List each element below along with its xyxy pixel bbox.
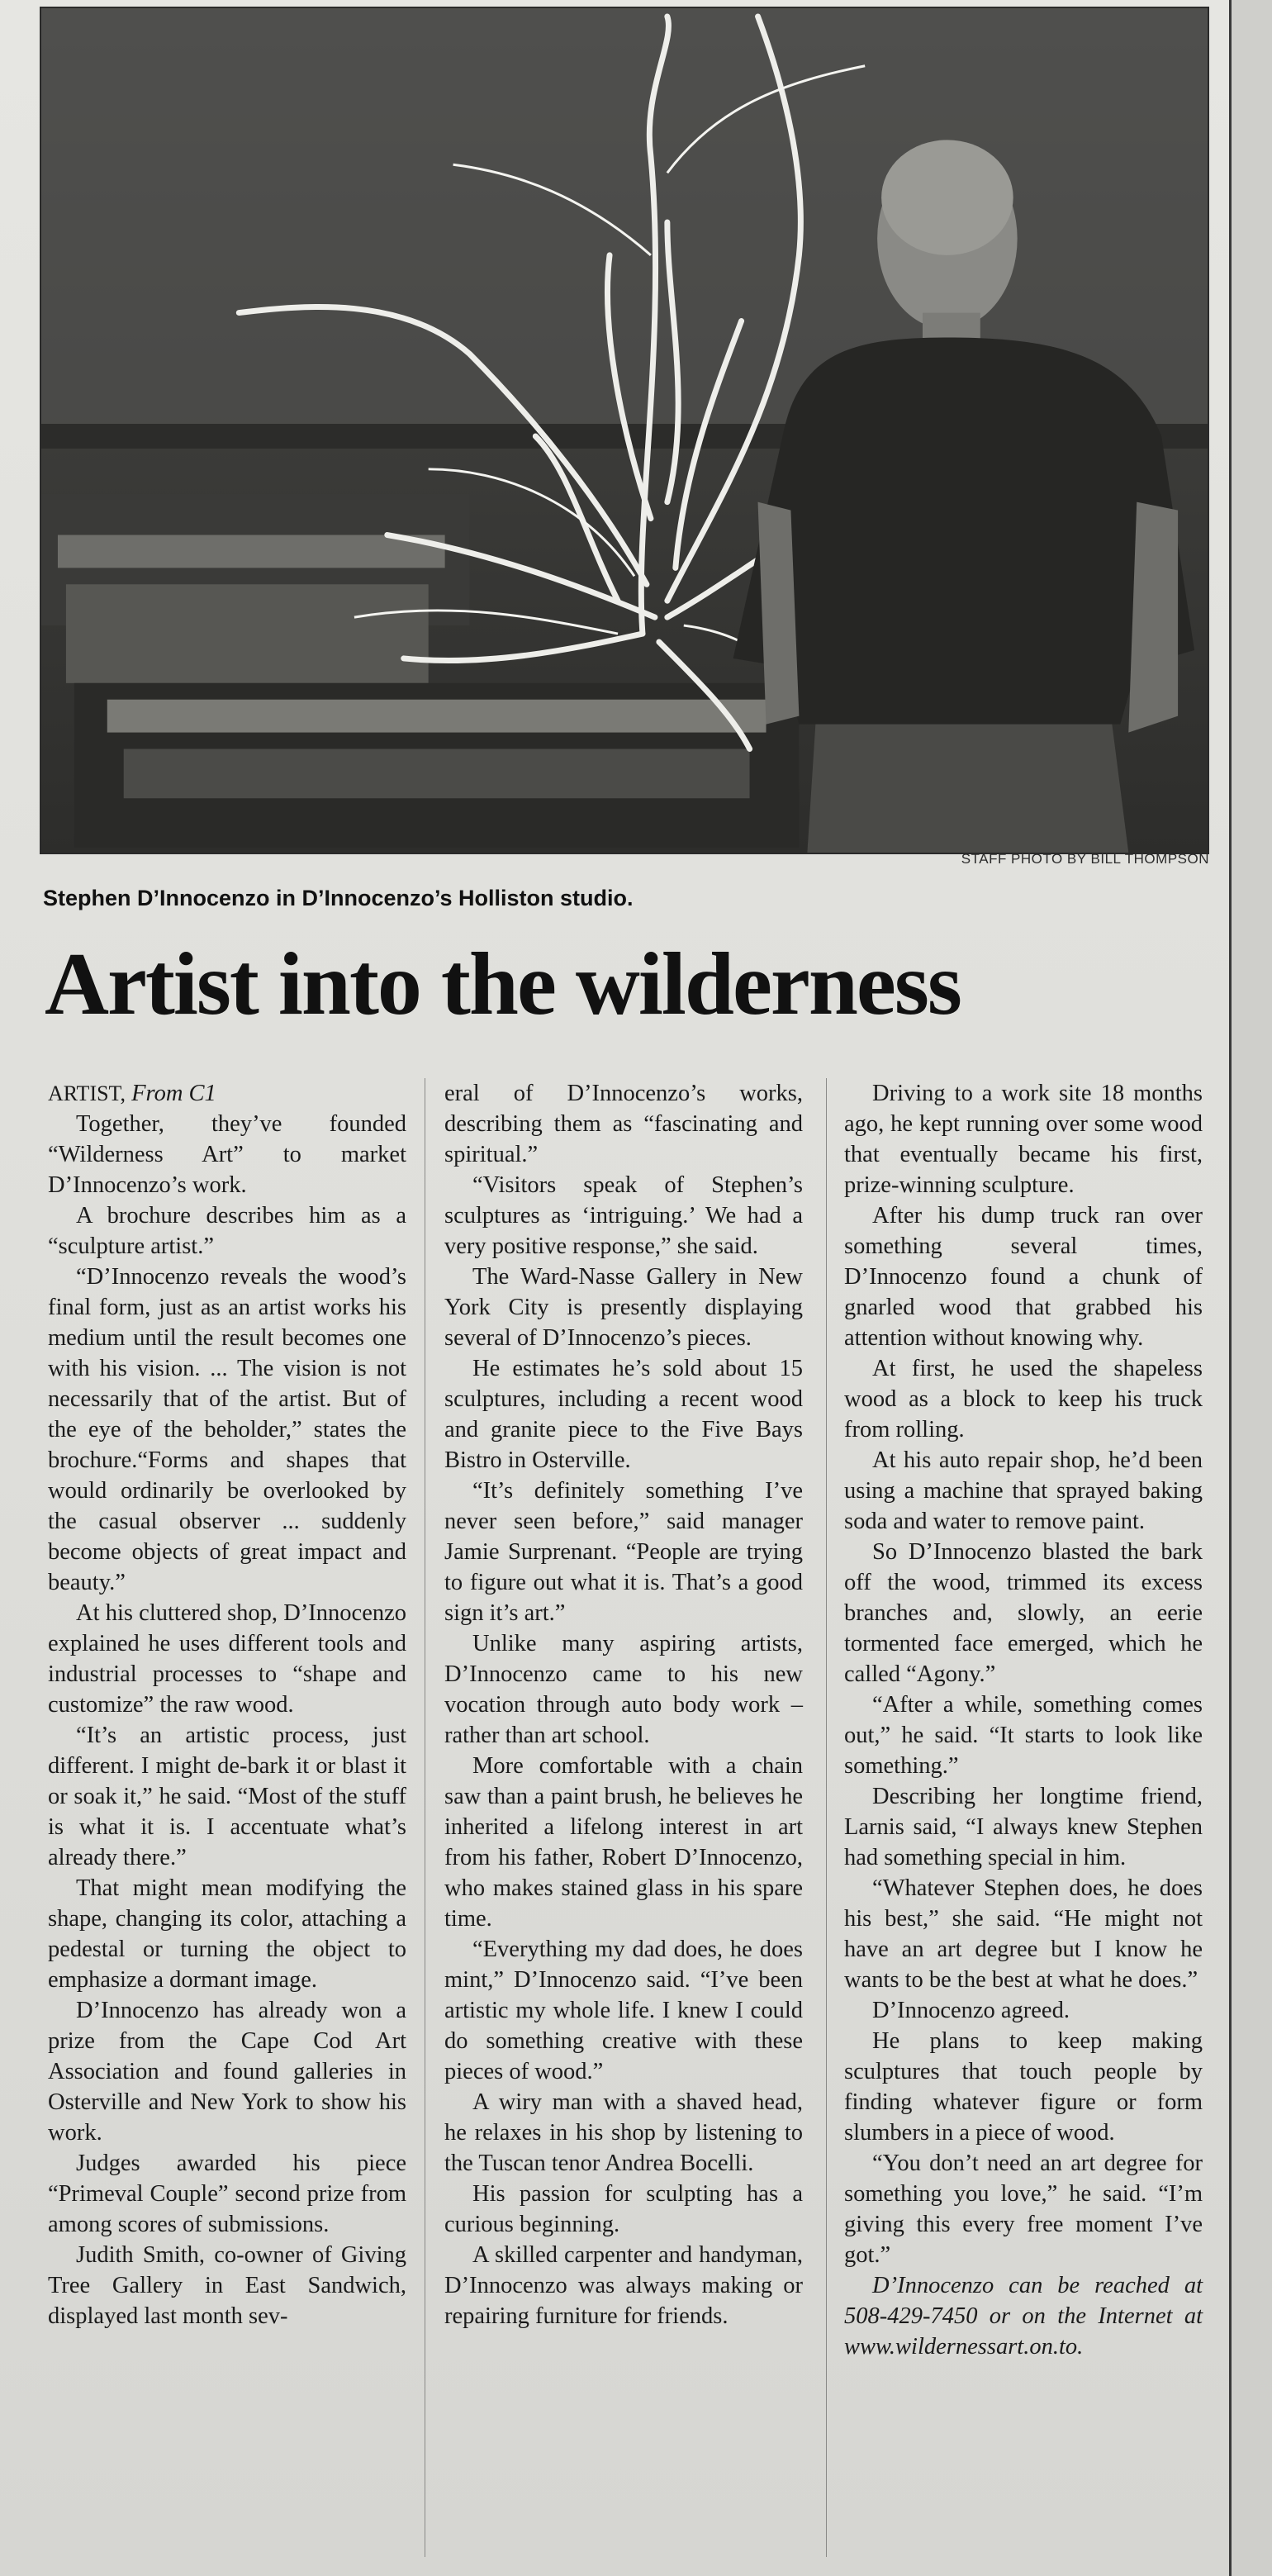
page-margin [1232,0,1272,2576]
article-column-1 [48,1078,406,2565]
photo-caption: Stephen D’Innocenzo in D’Innocenzo’s Holliston studio. [43,886,634,910]
contact-tagline: D’Innocenzo can be reached at 508-429-7450 or on the Internet at www.wildernessart.on.to. [844,2273,1203,2360]
paragraph: At first, he used the shapeless wood as a block to keep his truck from rolling. [844,1356,1203,1442]
paragraph: “It’s an artistic process, just different. I might de-bark it or blast it or soak it,” he said. “Most of the stuff is what it is. I accentuate what’s already there.” [48,1723,406,1870]
paragraph: “You don’t need an art degree for something you love,” he said. “I’m giving this every free moment I’ve got.” [844,2151,1203,2268]
photo-credit: STAFF PHOTO BY BILL THOMPSON [961,851,1209,867]
paragraph: Describing her longtime friend, Larnis said, “I always knew Stephen had something special in him. [844,1784,1203,1870]
paragraph: “Visitors speak of Stephen’s sculptures as ‘intriguing.’ We had a very positive response,” she said. [444,1172,803,1259]
paragraph: D’Innocenzo agreed. [872,1998,1070,2023]
paragraph: “It’s definitely something I’ve never seen before,” said manager Jamie Surprenant. “People are trying to figure out what it is. That’s a good sign it’s art.” [444,1478,803,1626]
paragraph: So D’Innocenzo blasted the bark off the wood, trimmed its excess branches and, slowly, an eerie tormented face emerged, which he called “Agony.” [844,1539,1203,1687]
paragraph: At his auto repair shop, he’d been using a machine that sprayed baking soda and water to remove paint. [844,1447,1203,1534]
paragraph: Driving to a work site 18 months ago, he kept running over some wood that eventually became his first, prize-winning sculpture. [844,1081,1203,1198]
paragraph: “Everything my dad does, he does mint,” D’Innocenzo said. “I’ve been artistic my whole life. I knew I could do something creative with these pieces of wood.” [444,1937,803,2084]
paragraph: Judges awarded his piece “Primeval Couple” second prize from among scores of submissions. [48,2151,406,2237]
article-column-2 [444,1078,803,2565]
column-rule [826,1078,827,2557]
paragraph: A brochure describes him as a “sculpture artist.” [48,1203,406,1259]
jump-reference: From C1 [131,1081,216,1106]
headline: Artist into the wilderness [45,935,961,1034]
paragraph: “Whatever Stephen does, he does his best,” she said. “He might not have an art degree but I know he wants to be the best at what he does.” [844,1875,1203,1993]
jump-line [48,1078,406,1109]
paragraph-continued: eral of D’Innocenzo’s works, describing them as “fascinating and spiritual.” [444,1081,803,1167]
photo-artist-with-sculpture [41,8,1208,853]
paragraph: “D’Innocenzo reveals the wood’s final form, just as an artist works his medium until the result becomes one with his vision. ... The vision is not necessarily that of the artist. But of the eye of the beholder,” states the brochure.“Forms and shapes that would ordinarily be overlooked by the casual observer ... suddenly become objects of great impact and beauty.” [48,1264,406,1595]
paragraph: “After a while, something comes out,” he said. “It starts to look like something.” [844,1692,1203,1779]
paragraph: His passion for sculpting has a curious beginning. [444,2181,803,2237]
paragraph: D’Innocenzo has already won a prize from the Cape Cod Art Association and found galleries in Osterville and New York to show his work. [48,1998,406,2146]
paragraph: After his dump truck ran over something several times, D’Innocenzo found a chunk of gnarled wood that grabbed his attention without knowing why. [844,1203,1203,1351]
paragraph: A skilled carpenter and handyman, D’Innocenzo was always making or repairing furniture for friends. [444,2242,803,2329]
paragraph: He plans to keep making sculptures that touch people by finding whatever figure or form slumbers in a piece of wood. [844,2028,1203,2146]
jump-label: ARTIST, [48,1081,126,1105]
article-photo [40,7,1209,854]
paragraph: That might mean modifying the shape, changing its color, attaching a pedestal or turning the object to emphasize a dormant image. [48,1875,406,1993]
paragraph: At his cluttered shop, D’Innocenzo explained he uses different tools and industrial processes to “shape and customize” the raw wood. [48,1600,406,1718]
paragraph: A wiry man with a shaved head, he relaxes in his shop by listening to the Tuscan tenor Andrea Bocelli. [444,2089,803,2176]
paragraph: The Ward-Nasse Gallery in New York City is presently displaying several of D’Innocenzo’s pieces. [444,1264,803,1351]
paragraph: More comfortable with a chain saw than a paint brush, he believes he inherited a lifelong interest in art from his father, Robert D’Innocenzo, who makes stained glass in his spare time. [444,1753,803,1932]
paragraph: Unlike many aspiring artists, D’Innocenzo came to his new vocation through auto body work – rather than art school. [444,1631,803,1748]
article-column-3 [844,1078,1203,2565]
paragraph: Judith Smith, co-owner of Giving Tree Gallery in East Sandwich, displayed last month sev- [48,2242,406,2329]
paragraph: Together, they’ve founded “Wilderness Art” to market D’Innocenzo’s work. [48,1111,406,1198]
paragraph: He estimates he’s sold about 15 sculptures, including a recent wood and granite piece to the Five Bays Bistro in Osterville. [444,1356,803,1473]
